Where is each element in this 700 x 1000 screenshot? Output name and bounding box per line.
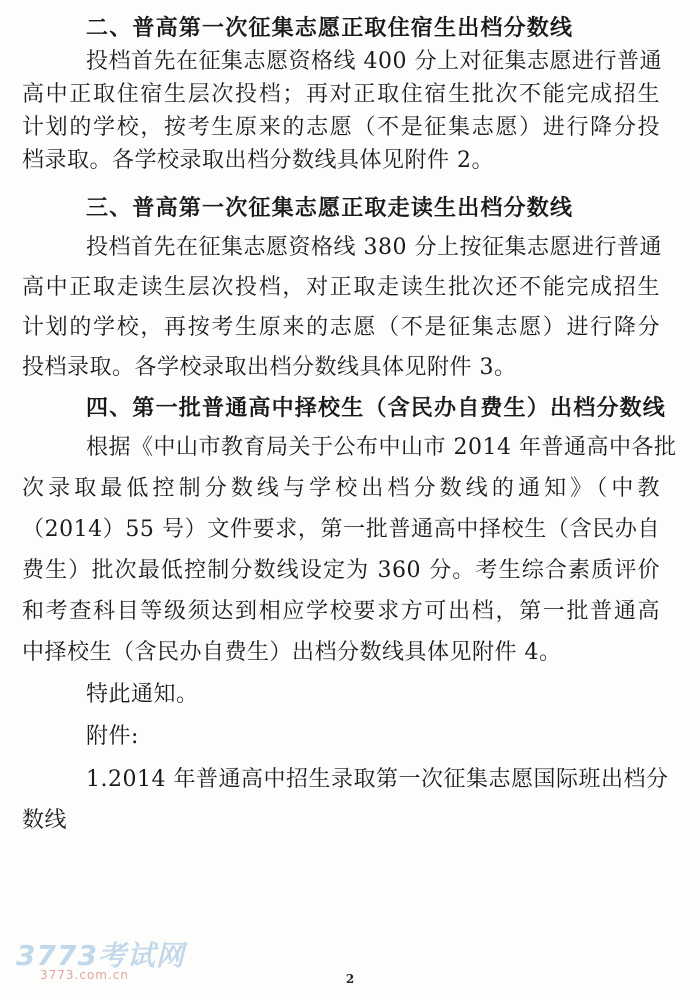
section-heading-4: 四、第一批普通高中择校生（含民办自费生）出档分数线 [86,396,667,421]
paragraph-line: 次录取最低控制分数线与学校出档分数线的通知》（中教 [22,476,660,501]
paragraph-line: 费生）批次最低控制分数线设定为 360 分。考生综合素质评价 [22,558,660,583]
paragraph-line: 和考查科目等级须达到相应学校要求方可出档，第一批普通高 [22,599,660,624]
section-heading-3: 三、普高第一次征集志愿正取走读生出档分数线 [86,196,574,221]
closing-text: 特此通知。 [86,682,199,707]
paragraph-line: 投档首先在征集志愿资格线 400 分上对征集志愿进行普通 [86,49,662,74]
paragraph-line: 投档首先在征集志愿资格线 380 分上按征集志愿进行普通 [86,235,662,260]
watermark-url: 3773.com.cn [40,968,129,982]
paragraph-line: 档录取。各学校录取出档分数线具体见附件 2。 [22,148,494,173]
section-heading-2: 二、普高第一次征集志愿正取住宿生出档分数线 [86,16,574,41]
paragraph-line: 根据《中山市教育局关于公布中山市 2014 年普通高中各批 [86,435,677,460]
paragraph-line: 中择校生（含民办自费生）出档分数线具体见附件 4。 [22,640,562,665]
attachment-item: 1.2014 年普通高中招生录取第一次征集志愿国际班出档分 [86,767,669,792]
paragraph-line: 计划的学校，按考生原来的志愿（不是征集志愿）进行降分投 [22,115,660,140]
page-number: 2 [345,972,355,986]
watermark-logo-text: 3773考试网 [16,939,185,972]
paragraph-line: 投档录取。各学校录取出档分数线具体见附件 3。 [22,355,517,380]
attachments-label: 附件: [86,724,139,749]
paragraph-line: 高中正取走读生层次投档，对正取走读生批次还不能完成招生 [22,275,660,300]
paragraph-line: （2014）55 号）文件要求，第一批普通高中择校生（含民办自 [22,517,660,542]
attachment-item-continued: 数线 [22,808,68,833]
paragraph-line: 计划的学校，再按考生原来的志愿（不是征集志愿）进行降分 [22,315,660,340]
document-body [22,12,677,837]
paragraph-line: 高中正取住宿生层次投档；再对正取住宿生批次不能完成招生 [22,82,660,107]
